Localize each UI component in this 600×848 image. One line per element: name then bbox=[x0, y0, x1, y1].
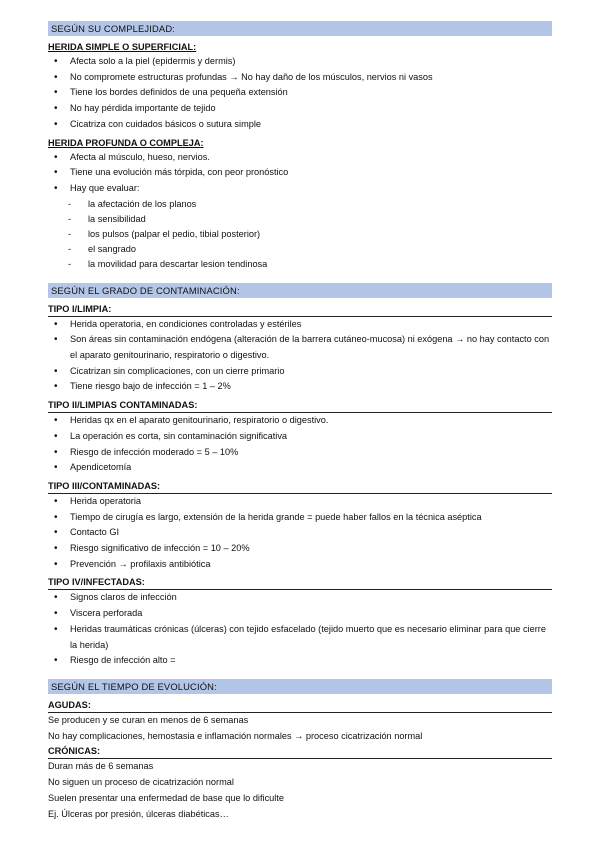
document-page bbox=[48, 21, 552, 822]
text-line: No siguen un proceso de cicatrización normal bbox=[48, 777, 234, 788]
list-item: • La operación es corta, sin contaminación significativa bbox=[48, 429, 552, 445]
list-item: • Tiene una evolución más tórpida, con peor pronóstico bbox=[48, 165, 552, 181]
list-evaluar bbox=[48, 197, 552, 273]
text-line: Suelen presentar una enfermedad de base que lo dificulte bbox=[48, 792, 284, 803]
list-item: • Herida operatoria bbox=[48, 494, 552, 510]
text-line: Se producen y se curan en menos de 6 semanas bbox=[48, 715, 249, 725]
list-item: • Tiempo de cirugía es largo, extensión de la herida grande = puede haber fallos en la técnica aséptica bbox=[48, 510, 552, 526]
list-item: • Heridas traumáticas crónicas (úlceras) con tejido esfacelado (tejido muerto que es necesario eliminar para que cierre la herida) bbox=[48, 622, 552, 653]
list-tipo-2 bbox=[48, 413, 552, 476]
list-item: - la afectación de los planos bbox=[48, 197, 552, 212]
list-item: • Prevención → profilaxis antibiótica bbox=[48, 557, 552, 573]
list-tipo-4 bbox=[48, 590, 552, 669]
list-item: • Contacto GI bbox=[48, 525, 552, 541]
list-item: • Signos claros de infección bbox=[48, 590, 552, 606]
list-item: • Tiene riesgo bajo de infección = 1 – 2% bbox=[48, 379, 552, 395]
heading-tipo-4: TIPO IV/INFECTADAS: bbox=[48, 577, 145, 588]
list-item: • Apendicetomía bbox=[48, 460, 552, 476]
heading-tipo-3: TIPO III/CONTAMINADAS: bbox=[48, 480, 161, 491]
heading-tipo-1: TIPO I/LIMPIA: bbox=[48, 303, 112, 314]
list-herida-profunda bbox=[48, 150, 552, 197]
list-item: - el sangrado bbox=[48, 242, 552, 257]
section-header-contaminacion: SEGÚN EL GRADO DE CONTAMINACIÓN: bbox=[48, 283, 552, 298]
heading-herida-simple: HERIDA SIMPLE O SUPERFICIAL: bbox=[48, 42, 197, 52]
list-herida-simple bbox=[48, 54, 552, 133]
list-item: - la movilidad para descartar lesion tendinosa bbox=[48, 257, 552, 272]
list-item: • Son áreas sin contaminación endógena (alteración de la barrera cutáneo-mucosa) ni exógena → no hay contacto con el aparato genitourinario, respiratorio o digestivo. bbox=[48, 332, 552, 363]
list-item: • Cicatriza con cuidados básicos o sutura simple bbox=[48, 117, 552, 133]
list-item: • Tiene los bordes definidos de una pequeña extensión bbox=[48, 85, 552, 101]
text-line: Ej. Úlceras por presión, úlceras diabéticas… bbox=[48, 808, 229, 819]
heading-agudas: AGUDAS: bbox=[48, 700, 91, 710]
heading-tipo-2: TIPO II/LIMPIAS CONTAMINADAS: bbox=[48, 400, 198, 411]
section-header-evolucion: SEGÚN EL TIEMPO DE EVOLUCIÓN: bbox=[48, 679, 552, 694]
list-item: • Hay que evaluar: bbox=[48, 181, 552, 197]
list-item: • Riesgo de infección moderado = 5 – 10% bbox=[48, 445, 552, 461]
list-item: • Cicatrizan sin complicaciones, con un cierre primario bbox=[48, 364, 552, 380]
text-line: Duran más de 6 semanas bbox=[48, 761, 154, 772]
heading-herida-profunda: HERIDA PROFUNDA O COMPLEJA: bbox=[48, 137, 204, 148]
list-item: • Heridas qx en el aparato genitourinario, respiratorio o digestivo. bbox=[48, 413, 552, 429]
list-tipo-1 bbox=[48, 317, 552, 396]
list-item: • No hay pérdida importante de tejido bbox=[48, 101, 552, 117]
text-line: No hay complicaciones, hemostasia e inflamación normales → proceso cicatrización normal bbox=[48, 730, 423, 741]
list-item: • No compromete estructuras profundas → No hay daño de los músculos, nervios ni vasos bbox=[48, 70, 552, 86]
heading-cronicas: CRÓNICAS: bbox=[48, 746, 101, 757]
list-item: • Riesgo de infección alto = bbox=[48, 653, 552, 669]
section-header-complejidad: SEGÚN SU COMPLEJIDAD: bbox=[48, 21, 552, 36]
list-item: • Afecta al músculo, hueso, nervios. bbox=[48, 150, 552, 166]
list-tipo-3 bbox=[48, 494, 552, 573]
list-item: • Afecta solo a la piel (epidermis y dermis) bbox=[48, 54, 552, 70]
list-item: • Riesgo significativo de infección = 10 – 20% bbox=[48, 541, 552, 557]
list-item: - los pulsos (palpar el pedio, tibial posterior) bbox=[48, 227, 552, 242]
list-item: • Viscera perforada bbox=[48, 606, 552, 622]
list-item: - la sensibilidad bbox=[48, 212, 552, 227]
list-item: • Herida operatoria, en condiciones controladas y estériles bbox=[48, 317, 552, 333]
